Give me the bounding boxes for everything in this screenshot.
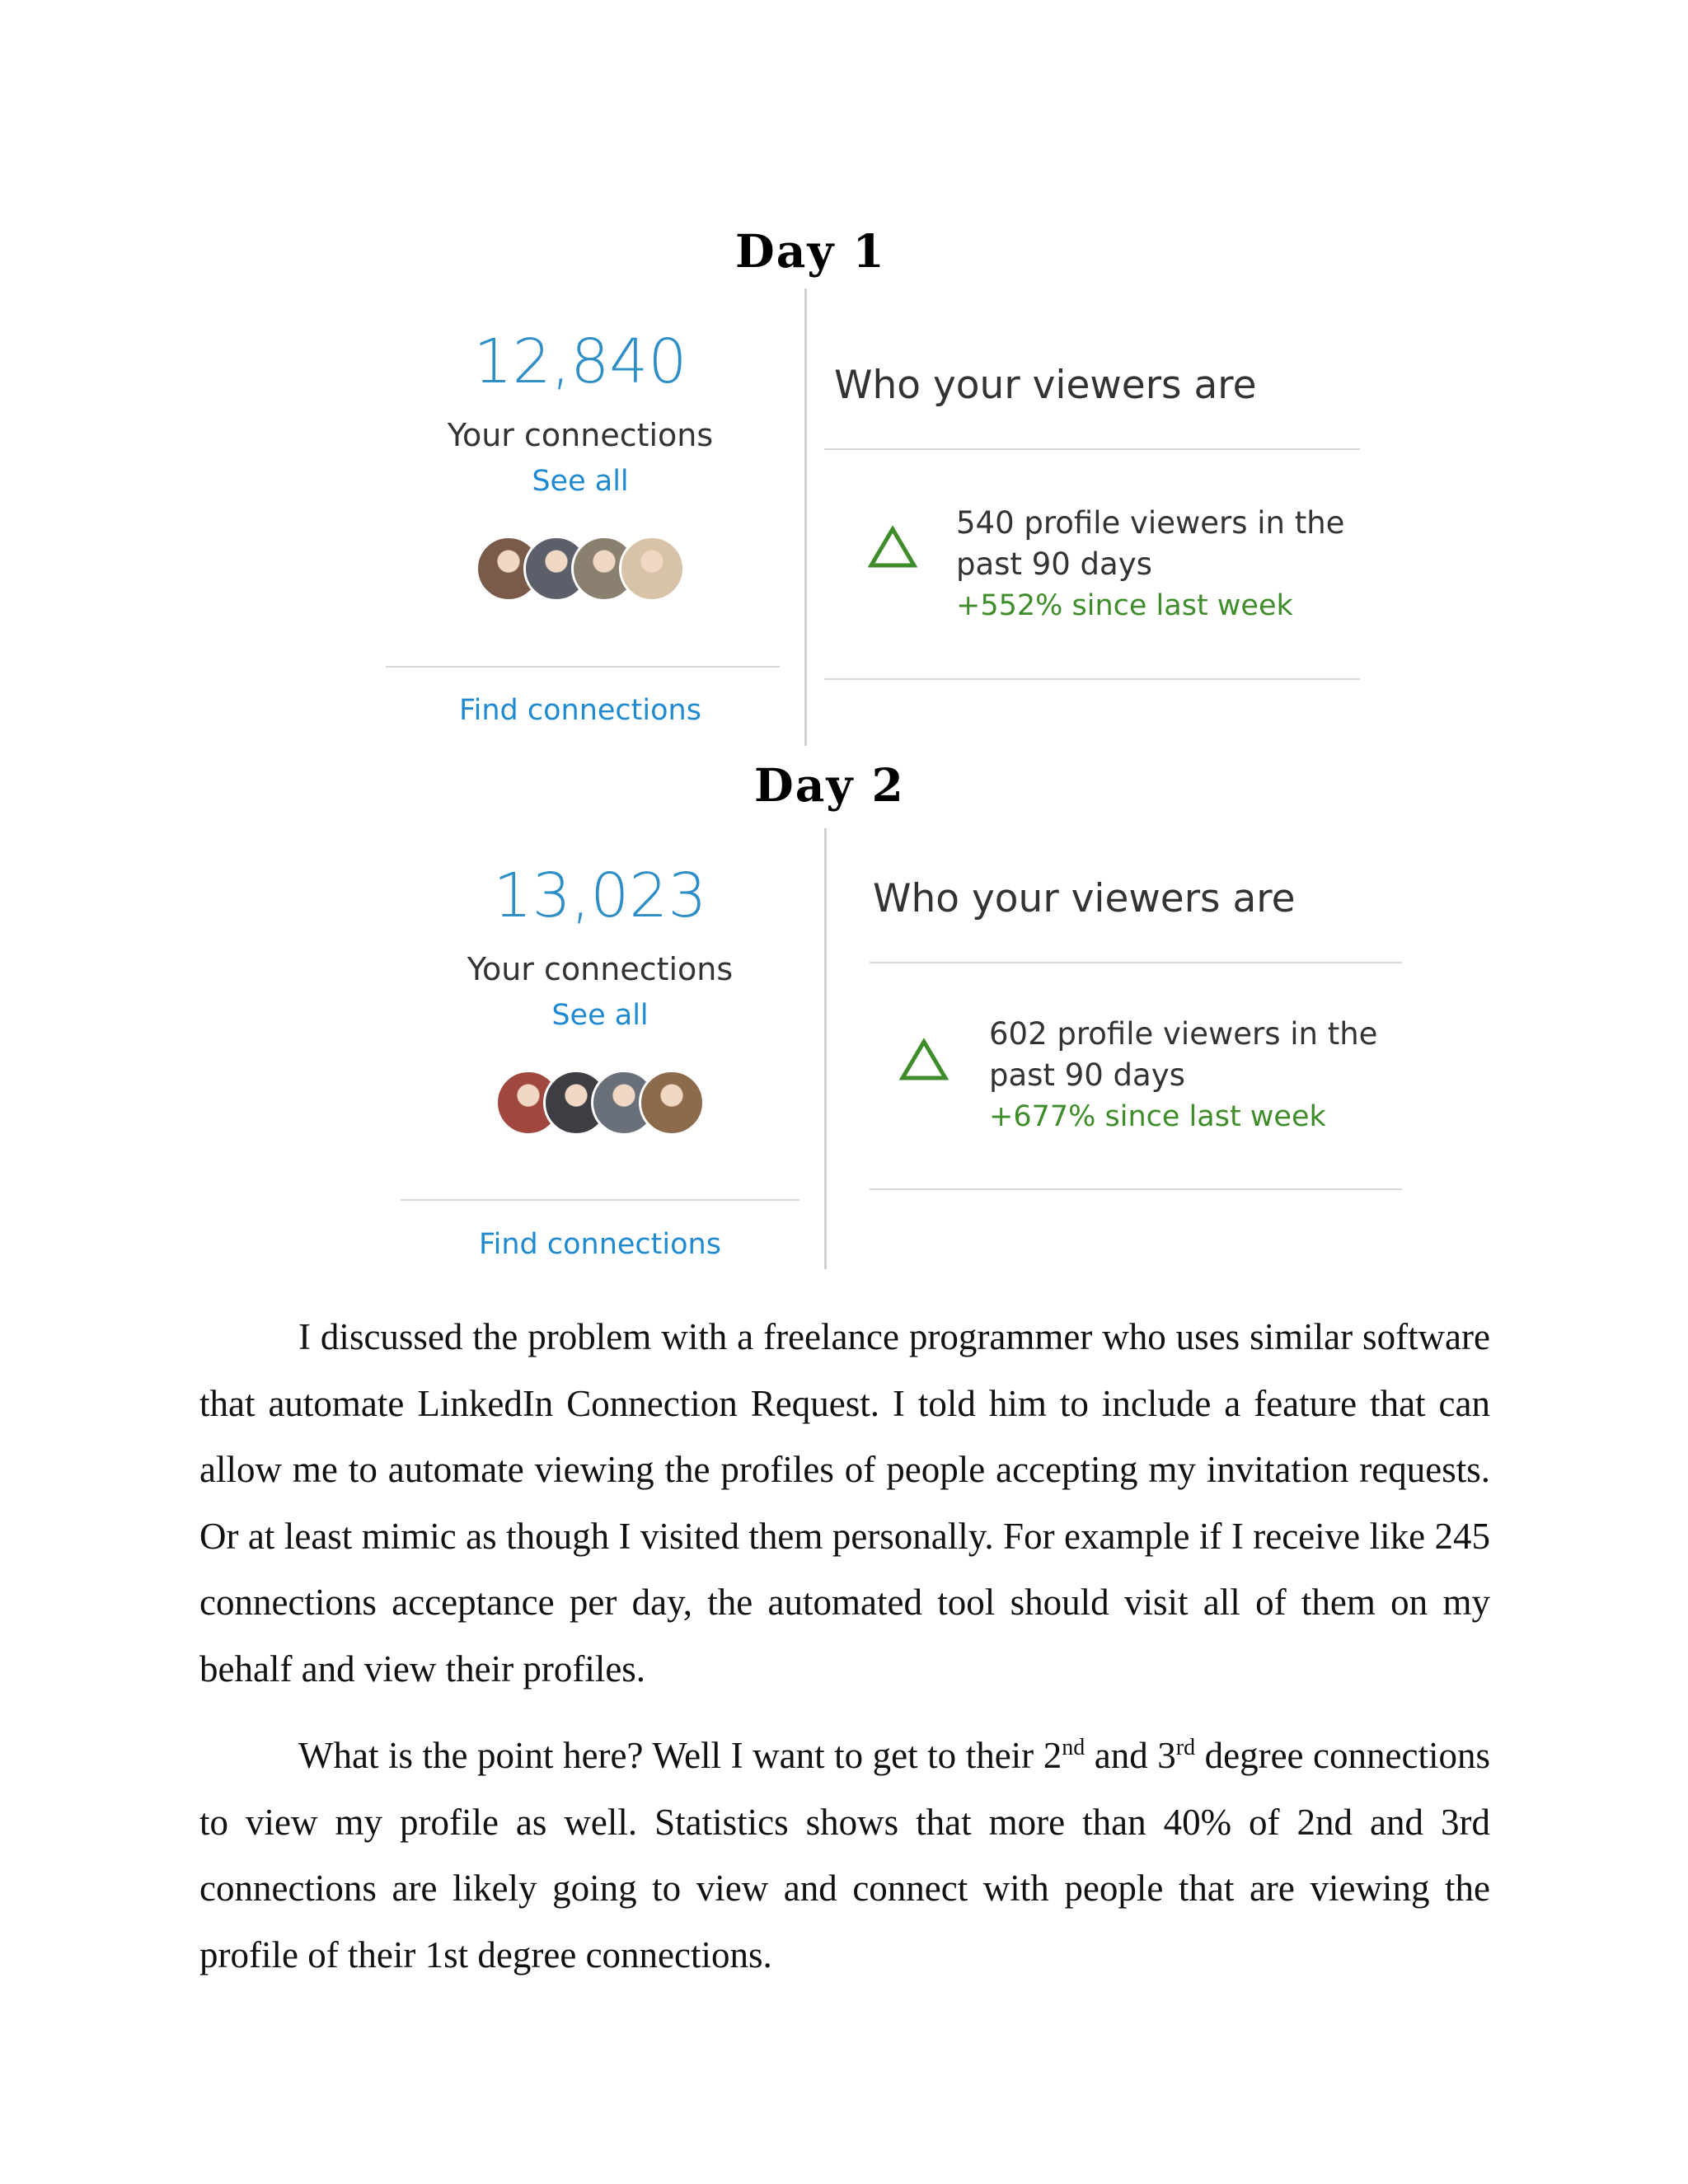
- day1-see-all-link[interactable]: See all: [532, 465, 629, 498]
- day1-title: Day 1: [735, 224, 886, 278]
- day1-left-divider: [386, 666, 780, 668]
- day1-avatar-group: [386, 536, 775, 602]
- day2-viewers-line1: 602 profile viewers in the: [989, 1016, 1378, 1052]
- day1-connections-panel: [386, 326, 775, 602]
- day2-vertical-divider: [824, 828, 827, 1269]
- day1-find-connections-link[interactable]: Find connections: [459, 694, 701, 727]
- day1-viewers-divider-bottom: [824, 678, 1360, 680]
- paragraph-2-part3: degree connections to view my profile as well. Statistics shows that more than 40% of 2nd and 3rd connections are likely going to view and connect with people that are viewing the profile of their 1st degree connections.: [199, 1735, 1490, 1975]
- paragraph-1-text: I discussed the problem with a freelance programmer who uses similar software that automate LinkedIn Connection Request. I told him to include a feature that can allow me to automate viewing the profiles of people accepting my invitation requests. Or at least mimic as though I visited them personally. For example if I receive like 245 connections acceptance per day, the automated tool should visit all of them on my behalf and view their profiles.: [199, 1316, 1490, 1690]
- day2-see-all-link[interactable]: See all: [551, 999, 649, 1032]
- day1-connections-count: 12,840: [473, 326, 687, 397]
- paragraph-2-part1: What is the point here? Well I want to get to their 2: [298, 1735, 1062, 1776]
- avatar[interactable]: [619, 536, 685, 602]
- day2-viewers-stats: [989, 1014, 1377, 1137]
- day2-viewers-title: Who your viewers are: [873, 876, 1296, 921]
- avatar[interactable]: [639, 1070, 705, 1136]
- paragraph-1: [199, 1304, 1490, 1702]
- triangle-up-outline-icon: [868, 526, 917, 569]
- day1-viewers-stats: [956, 503, 1344, 626]
- day1-viewers-line1: 540 profile viewers in the: [956, 505, 1345, 541]
- day2-viewers-divider-top: [870, 962, 1402, 963]
- paragraph-2-part2: and 3: [1085, 1735, 1176, 1776]
- superscript-rd: rd: [1175, 1735, 1196, 1760]
- day2-find-connections-link[interactable]: Find connections: [479, 1228, 721, 1261]
- paragraph-2: [199, 1722, 1490, 1988]
- day2-left-divider: [401, 1199, 799, 1201]
- triangle-up-outline-icon: [899, 1038, 949, 1081]
- day2-viewers-divider-bottom: [870, 1188, 1402, 1190]
- day1-viewers-line2: past 90 days: [956, 546, 1152, 582]
- day1-vertical-divider: [804, 288, 807, 746]
- day2-avatar-group: [406, 1070, 795, 1136]
- day1-viewers-title: Who your viewers are: [834, 363, 1257, 408]
- day1-connections-label: Your connections: [447, 417, 714, 453]
- day1-viewers-divider-top: [824, 448, 1360, 450]
- day2-connections-label: Your connections: [467, 951, 734, 987]
- day2-growth-text: +677% since last week: [989, 1100, 1326, 1133]
- day1-growth-text: +552% since last week: [956, 589, 1293, 622]
- superscript-nd: nd: [1062, 1735, 1085, 1760]
- day2-connections-count: 13,023: [493, 860, 707, 931]
- day2-connections-panel: [406, 860, 795, 1136]
- day2-title: Day 2: [754, 758, 905, 812]
- day2-viewers-line2: past 90 days: [989, 1057, 1185, 1093]
